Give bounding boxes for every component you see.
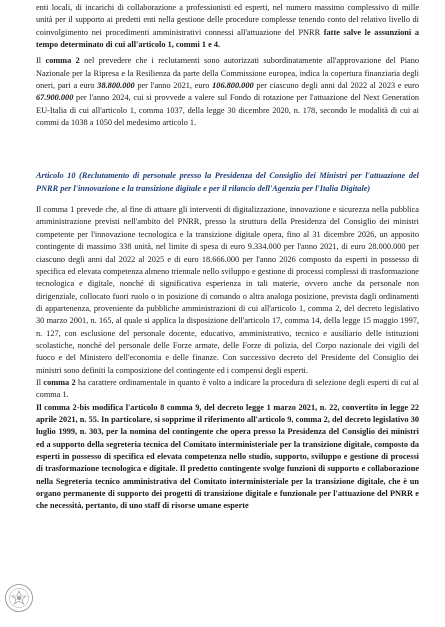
comma-reference: comma 2 [45, 56, 80, 66]
paragraph-intro-bold: fatte salve le assunzioni a tempo determinato di cui all'articolo 1, commi 1 e 4. [36, 27, 419, 50]
text-run: ha carattere ordinamentale in quanto è volto a indicare la procedura di selezione degli esperti di cui al comma 1. [36, 377, 419, 400]
amount-2021: 38.800.000 [97, 81, 135, 91]
text-run: Il [36, 56, 46, 66]
text-run: per ciascuno degli anni dal 2022 al 2023 e euro [253, 81, 419, 91]
text-run: nel prevedere che i reclutamenti sono autorizzati subordinatamente all'approvazione del Piano Nazionale per la Ripresa e la Resilienza da parte della Commissione europea, indica la copertura finanziaria degli oneri, pari a euro [36, 56, 419, 91]
paragraph-intro [36, 2, 419, 51]
paragraph-comma-1: Il comma 1 prevede che, al fine di attuare gli interventi di digitalizzazione, innovazione e sicurezza nella pubblica amministrazione previsti nell'ambito del PNRR, presso la struttura della Presidenza del Consiglio dei ministri competente per l'innovazione tecnologica e la transizione digitale opera, fino al 31 dicembre 2026, un apposito contingente di massimo 338 unità, nel limite di spesa di euro 9.334.000 per l'anno 2021, di euro 28.000.000 per ciascuno degli anni dal 2022 al 2025 e di euro 18.666.000 per l'anno 2026 composto da esperti in possesso di specifica ed elevata competenza almeno triennale nello sviluppo e gestione di processi complessi di trasformazione tecnologica e digitale, nonché di significativa esperienza in tali materie, ovvero anche da personale non dirigenziale, collocato fuori ruolo o in posizione di comando o altra analoga posizione, prevista dagli ordinamenti di appartenenza, proveniente da pubbliche amministrazioni di cui all'articolo 1, comma 2, del decreto legislativo 30 marzo 2001, n. 165, al quale si applica la disposizione dell'articolo 17, comma 14, della legge 15 maggio 1997, n. 127, con esclusione del personale docente, educativo, amministrativo, tecnico e ausiliario delle istituzioni scolastiche, nonché del personale delle Forze armate, delle Forze di polizia, del Corpo nazionale dei vigili del fuoco e del Ministero dell'economia e delle finanze. Con successivo decreto del Presidente del Consiglio dei ministri sono definiti la composizione del contingente ed i compensi degli esperti. [36, 205, 419, 375]
text-run: per l'anno 2024, cui si provvede a valere sul Fondo di rotazione per l'attuazione del Next Generation EU-Italia di cui all'articolo 1, comma 1037, della legge 30 dicembre 2020, n. 178, secondo le modalità di cui ai commi da 1038 a 1050 del medesimo articolo 1. [36, 93, 419, 128]
amount-2022-2023: 106.800.000 [212, 81, 254, 91]
paragraph-comma-2 [36, 377, 419, 402]
section-title: Articolo 10 (Reclutamento di personale presso la Presidenza del Consiglio dei Ministri per l'attuazione del PNRR per l'innovazione e la transizione digitale e per il rilancio dell'Agenzia per l'Italia Digitale) [36, 171, 419, 193]
document-page [36, 2, 419, 513]
text-run: Il [36, 377, 44, 387]
text-run: per l'anno 2021, euro [134, 81, 213, 91]
parliament-seal-icon [4, 583, 34, 613]
comma-reference: comma 2 [43, 377, 76, 387]
paragraph-comma-2-bis: Il comma 2-bis modifica l'articolo 8 comma 9, del decreto legge 1 marzo 2021, n. 22, convertito in legge 22 aprile 2021, n. 55. In particolare, si sopprime il riferimento all'articolo 9, comma 2, del decreto legislativo 30 luglio 1999, n. 303, per la nomina del contingente che opera presso la Presidenza del Consiglio dei ministri ed a supporto della segreteria tecnica del Comitato interministeriale per la transizione digitale, composto da esperti in possesso di specifica ed elevata competenza nello studio, supporto, sviluppo e gestione di processi di trasformazione tecnologica e digitale. Il predetto contingente svolge funzioni di supporto e collaborazione nella Segreteria tecnico amministrativa del Comitato interministeriale per la transizione digitale, che è un organo permanente di supporto dei progetti di transizione digitale e funzionale per l'attuazione del PNRR e che necessità, pertanto, di uno staff di risorse umane esperte [36, 402, 419, 511]
paragraph-intro-text: enti locali, di incarichi di collaborazione a professionisti ed esperti, nel numero massimo complessivo di mille unità per il supporto ai predetti enti nella gestione delle procedure complesse tenendo conto del relativo livello di coinvolgimento nei procedimenti amministrativi connessi all'attuazione del PNRR [36, 3, 419, 37]
amount-2024: 67.900.000 [36, 93, 74, 103]
paragraph-comma-2-funding [36, 55, 419, 129]
